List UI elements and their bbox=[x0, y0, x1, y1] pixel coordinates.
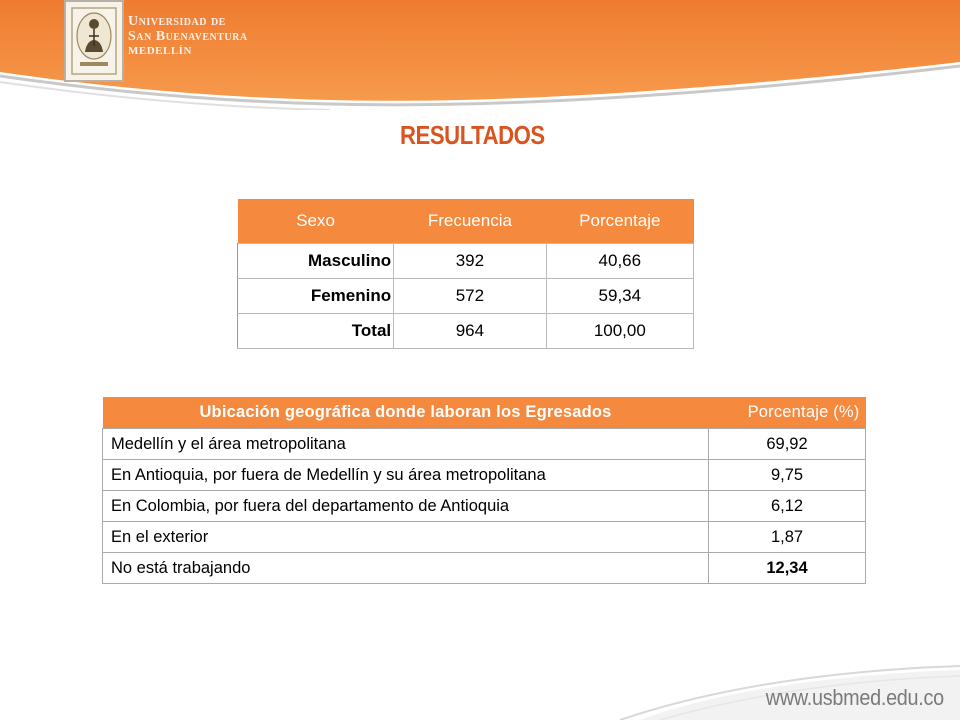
table-row bbox=[103, 429, 866, 460]
logo-line-1: Universidad de bbox=[128, 14, 226, 29]
table-row bbox=[103, 553, 866, 584]
sex-distribution-table bbox=[237, 199, 694, 349]
row-label: No está trabajando bbox=[103, 553, 709, 584]
table-cell: 12,34 bbox=[709, 553, 866, 584]
column-header: Frecuencia bbox=[394, 199, 546, 244]
table-cell: 9,75 bbox=[709, 460, 866, 491]
table-cell: 59,34 bbox=[546, 279, 693, 314]
logo-line-3: MEDELLÍN bbox=[128, 45, 192, 57]
table-row bbox=[238, 244, 694, 279]
table-cell: 392 bbox=[394, 244, 546, 279]
website-link[interactable]: www.usbmed.edu.co bbox=[765, 685, 944, 710]
row-label: Femenino bbox=[238, 279, 394, 314]
row-label: Masculino bbox=[238, 244, 394, 279]
university-seal-icon bbox=[66, 2, 122, 80]
column-header: Ubicación geográfica donde laboran los Egresados bbox=[103, 397, 709, 429]
table-row bbox=[103, 491, 866, 522]
column-header: Sexo bbox=[238, 199, 394, 244]
table-cell: 69,92 bbox=[709, 429, 866, 460]
table-row bbox=[103, 460, 866, 491]
table-cell: 1,87 bbox=[709, 522, 866, 553]
logo-line-2: San Buenaventura bbox=[128, 29, 248, 44]
row-label: Medellín y el área metropolitana bbox=[103, 429, 709, 460]
row-label: En el exterior bbox=[103, 522, 709, 553]
column-header: Porcentaje bbox=[546, 199, 693, 244]
table-cell: 100,00 bbox=[546, 314, 693, 349]
table-cell: 572 bbox=[394, 279, 546, 314]
university-name bbox=[128, 14, 248, 59]
page-title: RESULTADOS bbox=[400, 120, 545, 150]
table-row bbox=[238, 279, 694, 314]
work-location-table bbox=[102, 397, 866, 584]
table-cell: 6,12 bbox=[709, 491, 866, 522]
row-label: Total bbox=[238, 314, 394, 349]
university-logo[interactable] bbox=[64, 0, 124, 82]
table-row bbox=[238, 314, 694, 349]
table-header-row bbox=[103, 397, 866, 429]
table-row bbox=[103, 522, 866, 553]
column-header: Porcentaje (%) bbox=[709, 397, 866, 429]
table-header-row bbox=[238, 199, 694, 244]
table-cell: 964 bbox=[394, 314, 546, 349]
table-cell: 40,66 bbox=[546, 244, 693, 279]
row-label: En Antioquia, por fuera de Medellín y su área metropolitana bbox=[103, 460, 709, 491]
row-label: En Colombia, por fuera del departamento de Antioquia bbox=[103, 491, 709, 522]
